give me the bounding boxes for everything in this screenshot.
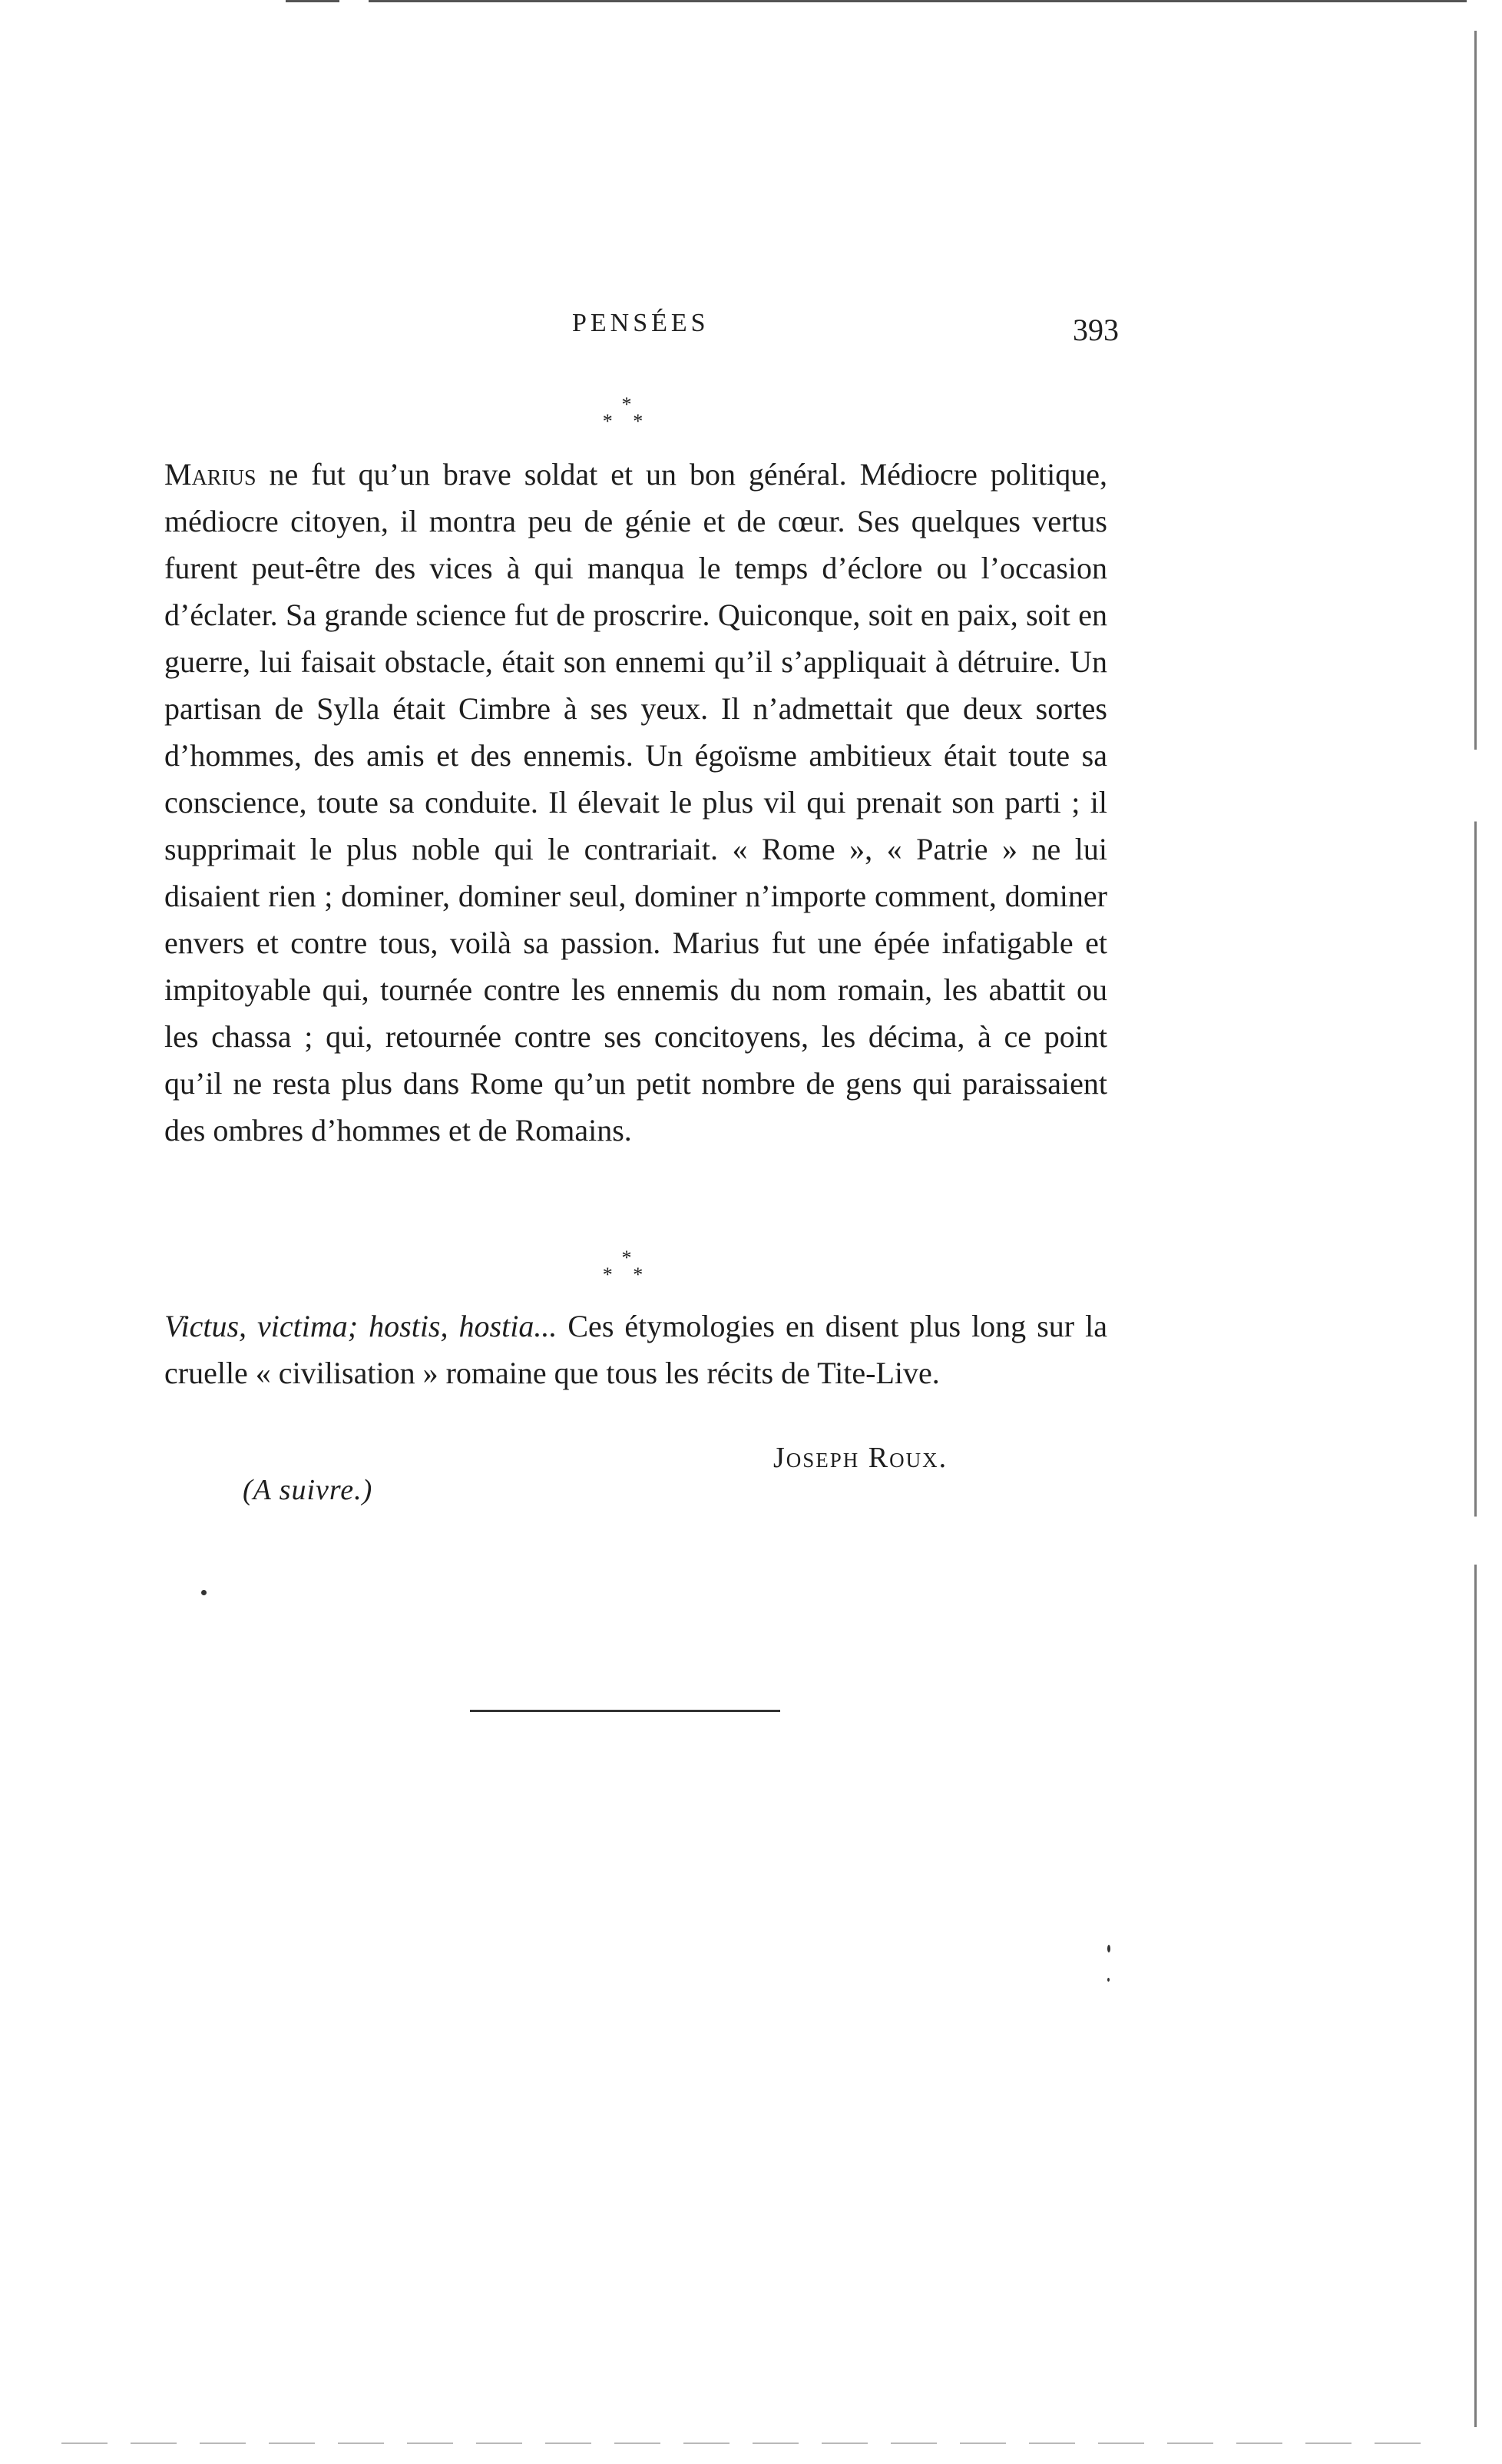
marius-name: Marius [164, 457, 256, 492]
continuation-note: (A suivre.) [243, 1474, 373, 1506]
running-title: PENSÉES [572, 309, 710, 337]
page-edge-line [1474, 31, 1477, 2427]
ink-speck [1107, 1978, 1110, 1982]
latin-phrase: Victus, victima; hostis, hostia... [164, 1309, 557, 1343]
ink-speck [1107, 1945, 1110, 1952]
paragraph-marius [164, 451, 1107, 1154]
end-rule [470, 1710, 780, 1712]
ornament-stars: * * [602, 410, 651, 432]
bottom-border-dashes [61, 2442, 1444, 2444]
page-number: 393 [1073, 313, 1119, 347]
ornament-star: * [621, 1247, 632, 1269]
paragraph-etymology-text: Ces étymologies en disent plus long sur la cruelle « civilisation » romaine que tous les récits de Tite-Live. [164, 1309, 1108, 1390]
ornament-star: * [621, 393, 632, 416]
author-signature: Joseph Roux. [773, 1442, 948, 1474]
ink-speck [201, 1590, 207, 1595]
paragraph-etymology [164, 1303, 1107, 1396]
section-ornament [596, 393, 657, 432]
top-border-rule [369, 0, 1467, 2]
paragraph-marius-text: ne fut qu’un brave soldat et un bon général. Médiocre politique, médiocre citoyen, il montra peu de génie et de cœur. Ses quelques vertus furent peut-être des vices à qui manqua le temps d’éclore ou l’occasion d’éclater. Sa grande science fut de proscrire. Quiconque, soit en paix, soit en guerre, lui faisait obstacle, était son ennemi qu’il s’appliquait à détruire. Un partisan de Sylla était Cimbre à ses yeux. Il n’admettait que deux sortes d’hommes, des amis et des ennemis. Un égoïsme ambitieux était toute sa conscience, toute sa conduite. Il élevait le plus vil qui prenait son parti ; il supprimait le plus noble qui le contrariait. « Rome », « Patrie » ne lui disaient rien ; dominer, dominer seul, dominer n’importe comment, dominer envers et contre tous, voilà sa passion. Marius fut une épée infatigable et impitoyable qui, tournée contre les ennemis du nom romain, les abattit ou les chassa ; qui, retournée contre ses concitoyens, les décima, à ce point qu’il ne resta plus dans Rome qu’un petit nombre de gens qui paraissaient des ombres d’hommes et de Romains. [164, 457, 1107, 1148]
ornament-stars: * * [602, 1263, 651, 1286]
top-border-rule [286, 0, 339, 2]
section-ornament [596, 1247, 657, 1286]
